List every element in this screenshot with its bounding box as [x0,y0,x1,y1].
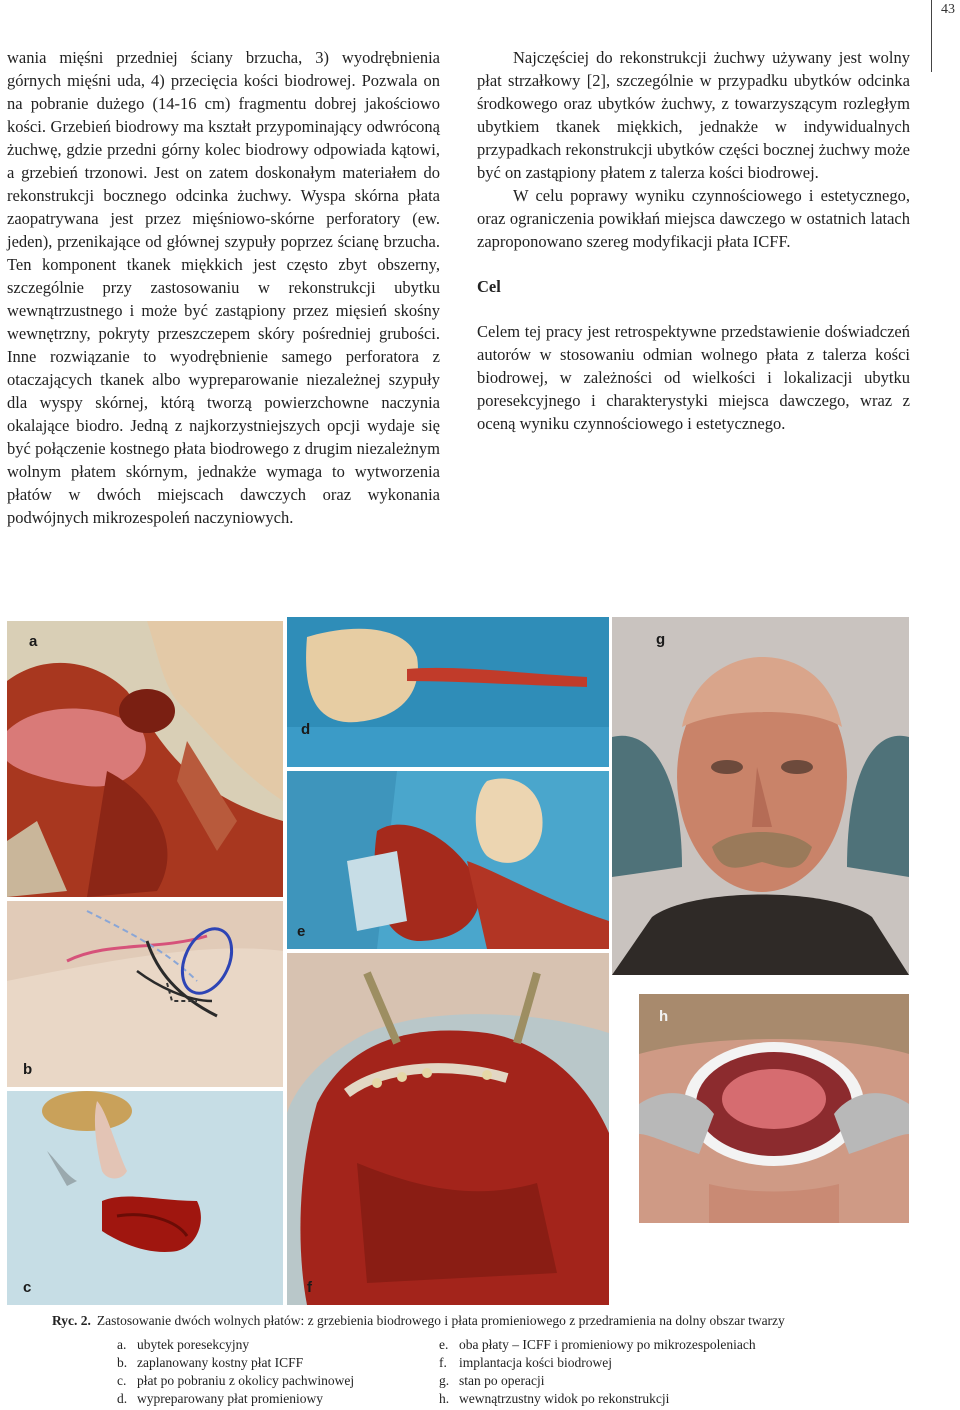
photo-g-image [612,617,909,975]
panel-letter-h: h [659,1008,669,1025]
photo-panel-a [7,621,283,897]
right-text-column [477,46,910,435]
page-number: 43 [941,2,955,17]
legend-letter: h. [439,1391,450,1406]
legend-text: wypreparowany płat promieniowy [137,1391,323,1406]
photo-a-image [7,621,283,897]
photo-f-image [287,953,609,1305]
photo-panel-e [287,771,609,949]
photo-panel-g [612,617,909,975]
legend-text: implantacja kości biodrowej [459,1355,612,1370]
legend-item [439,1372,779,1390]
left-paragraph: wania mięśni przedniej ściany brzucha, 3) wyodrębnienia górnych mięśni uda, 4) przecięcia kości biodrowej. Pozwala on na pobranie dużego (14-16 cm) fragmentu dobrej jakościowo kości. Grzebień biodrowy ma kształt przypominający odwróconą żuchwę, gdzie przedni górny kolec biodrowy odpowiada kątowi, a grzebień trzonowi. Jest on zatem doskonałym materiałem do rekonstrukcji bocznego odcinka żuchwy. Wyspa skórna płata zaopatrywana jest przez mięśniowo-skórne perforatory (ew. jeden), przenikające od głównej szypuły poprzez ścianę brzucha. Ten komponent tkanek miękkich jest często zbyt obszerny, szczególnie przy zastosowaniu w rekonstrukcji ubytku wewnątrzustnego i może być zastąpiony przez mięsień skośny wewnętrzny, pokryty przeszczepem skóry pośredniej grubości. Inne rozwiązanie to wyodrębnienie samego perforatora z otaczających tkanek albo wypreparowanie niezależnej szypuły dla wyspy skórnej, którą tworzą powierzchowne naczynia okalające biodro. Jedną z najkorzystniejszych opcji wydaje się być połączenie kostnego płata biodrowego z drugim niezależnym wolnym płatem skórnym, jednakże wymaga to wytworzenia płatów w dwóch miejscach dawczych oraz wykonania podwójnych mikrozespoleń naczyniowych. [7,48,440,527]
legend-letter: b. [117,1355,128,1370]
photo-b-image [7,901,283,1087]
panel-letter-a: a [29,633,38,650]
legend-item [439,1354,779,1372]
legend-letter: f. [439,1355,447,1370]
legend-column-left [117,1336,457,1408]
legend-text: ubytek poresekcyjny [137,1337,250,1352]
legend-text: wewnątrzustny widok po rekonstrukcji [459,1391,670,1406]
photo-panel-h [639,994,909,1223]
panel-letter-d: d [301,721,311,738]
legend-letter: e. [439,1337,449,1352]
photo-panel-c [7,1091,283,1305]
right-paragraph-2: W celu poprawy wyniku czynnościowego i estetycznego, oraz ograniczenia powikłań miejsca dawczego w ostatnich latach zaproponowano szereg modyfikacji płata ICFF. [477,186,910,251]
legend-text: stan po operacji [459,1373,545,1388]
legend-column-right [439,1336,779,1408]
legend-item [117,1354,457,1372]
caption-text: Zastosowanie dwóch wolnych płatów: z grzebienia biodrowego i płata promieniowego z przedramienia na dolny obszar twarzy [96,1313,785,1328]
right-paragraph-3: Celem tej pracy jest retrospektywne przedstawienie doświadczeń autorów w stosowaniu odmian wolnego płata z talerza kości biodrowej, w zależności od wielkości i lokalizacji ubytku poresekcyjnego i charakterystyki miejsca dawczego, wraz z oceną wyniku czynnościowego i estetycznego. [477,322,910,433]
legend-text: płat po pobraniu z okolicy pachwinowej [137,1373,355,1388]
figure-caption [52,1312,912,1330]
photo-c-image [7,1091,283,1305]
legend-letter: a. [117,1337,127,1352]
legend-text: oba płaty – ICFF i promieniowy po mikrozespoleniach [459,1337,756,1352]
panel-letter-c: c [23,1279,32,1296]
photo-panel-d [287,617,609,767]
caption-label: Ryc. 2. [52,1313,91,1328]
legend-text: zaplanowany kostny płat ICFF [137,1355,304,1370]
photo-e-image [287,771,609,949]
page-number-rule [931,0,932,72]
panel-letter-b: b [23,1061,33,1078]
legend-item [439,1336,779,1354]
photo-h-image [639,994,909,1223]
left-text-column [7,46,440,529]
legend-item [439,1390,779,1408]
photo-panel-f [287,953,609,1305]
legend-item [117,1372,457,1390]
legend-letter: c. [117,1373,127,1388]
photo-panel-b [7,901,283,1087]
figure-ryc-2 [7,617,909,1305]
legend-item [117,1336,457,1354]
panel-letter-f: f [307,1279,312,1296]
panel-letter-e: e [297,923,306,940]
right-paragraph-1: Najczęściej do rekonstrukcji żuchwy używany jest wolny płat strzałkowy [2], szczególnie w przypadku ubytków odcinka środkowego oraz ubytków żuchwy, z towarzyszącym rozległym ubytkiem tkanek miękkich, jednakże w indywidualnych przypadkach rekonstrukcji ubytków części bocznej żuchwy może być on zastąpiony płatem z talerza kości biodrowej. [477,48,910,182]
panel-letter-g: g [656,631,666,648]
legend-letter: g. [439,1373,450,1388]
photo-d-image [287,617,609,767]
legend-item [117,1390,457,1408]
section-heading-cel: Cel [477,277,501,296]
legend-letter: d. [117,1391,128,1406]
